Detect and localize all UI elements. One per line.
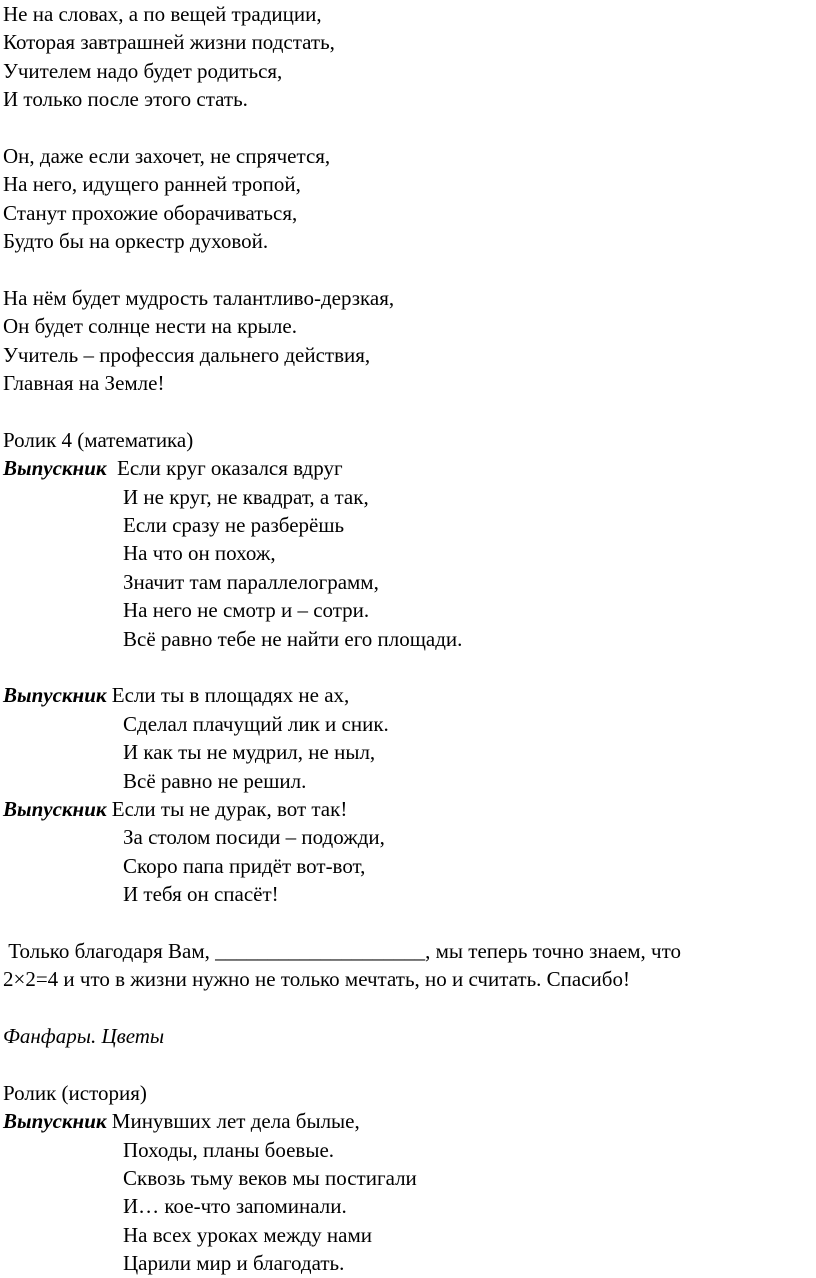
poem-line: Будто бы на оркестр духовой. <box>3 229 269 254</box>
poem-line: Учителем надо будет родиться, <box>3 58 283 83</box>
section-heading: Ролик 4 (математика) <box>3 427 194 452</box>
blank-line <box>3 653 813 681</box>
dialogue-line: На всех уроках между нами <box>123 1222 372 1247</box>
poem-line: Он будет солнце нести на крыле. <box>3 314 297 339</box>
blank-line <box>3 909 813 937</box>
dialogue-first-line <box>3 681 813 709</box>
dialogue-line: Сделал плачущий лик и сник. <box>123 711 389 736</box>
poem-stanza-2 <box>3 142 813 256</box>
poem-line: Которая завтрашней жизни подстать, <box>3 30 335 55</box>
dialogue-line: За столом посиди – подожди, <box>123 825 385 850</box>
poem-line: На нём будет мудрость талантливо-дерзкая, <box>3 285 395 310</box>
poem-line: Учитель – профессия дальнего действия, <box>3 342 371 367</box>
poem-stanza-3 <box>3 284 813 398</box>
speaker-name: Выпускник <box>3 796 107 821</box>
dialogue-first-line <box>3 1107 813 1135</box>
section-heading: Ролик (история) <box>3 1080 147 1105</box>
dialogue-line: И… кое-что запоминали. <box>123 1194 347 1219</box>
dialogue-text: Если ты в площадях не ах, <box>106 683 350 708</box>
poem-line: Он, даже если захочет, не спрячется, <box>3 143 331 168</box>
dialogue-line: Скоро папа придёт вот-вот, <box>123 853 366 878</box>
poem-line: На него, идущего ранней тропой, <box>3 172 301 197</box>
poem-line: Главная на Земле! <box>3 371 165 396</box>
document-page <box>3 0 813 1278</box>
speaker-name: Выпускник <box>3 1109 107 1134</box>
dialogue-line: Значит там параллелограмм, <box>123 569 379 594</box>
blank-line <box>3 397 813 425</box>
blank-line <box>3 256 813 284</box>
math-section <box>3 426 813 1079</box>
blank-line <box>3 114 813 142</box>
dialogue-text: Если ты не дурак, вот так! <box>106 796 348 821</box>
dialogue-text: Минувших лет дела былые, <box>106 1109 360 1134</box>
dialogue-line: На что он похож, <box>123 541 276 566</box>
poem-line: Не на словах, а по вещей традиции, <box>3 2 322 26</box>
dialogue-first-line <box>3 454 813 482</box>
thanks-line: Только благодаря Вам, ____________________, мы теперь точно знаем, что <box>3 938 682 963</box>
dialogue-line: Всё равно тебе не найти его площади. <box>123 626 463 651</box>
dialogue-line: И как ты не мудрил, не ныл, <box>123 740 376 765</box>
thanks-line: 2×2=4 и что в жизни нужно не только мечтать, но и считать. Спасибо! <box>3 967 630 992</box>
dialogue-line: И не круг, не квадрат, а так, <box>123 484 369 509</box>
history-section <box>3 1079 813 1278</box>
blank-line <box>3 1050 813 1078</box>
dialogue-line: Царили мир и благодать. <box>123 1251 345 1276</box>
dialogue-line: Походы, планы боевые. <box>123 1137 335 1162</box>
dialogue-first-line <box>3 795 813 823</box>
dialogue-line: Сквозь тьму веков мы постигали <box>123 1166 417 1191</box>
dialogue-line: Если сразу не разберёшь <box>123 513 345 538</box>
poem-line: И только после этого стать. <box>3 87 248 112</box>
dialogue-line: На него не смотр и – сотри. <box>123 598 370 623</box>
stage-direction: Фанфары. Цветы <box>3 1024 165 1049</box>
blank-line <box>3 994 813 1022</box>
dialogue-text: Если круг оказался вдруг <box>106 456 343 481</box>
poem-line: Станут прохожие оборачиваться, <box>3 200 298 225</box>
poem-stanza-1 <box>3 0 813 114</box>
dialogue-line: Всё равно не решил. <box>123 768 307 793</box>
dialogue-line: И тебя он спасёт! <box>123 882 279 907</box>
speaker-name: Выпускник <box>3 456 107 481</box>
speaker-name: Выпускник <box>3 683 107 708</box>
